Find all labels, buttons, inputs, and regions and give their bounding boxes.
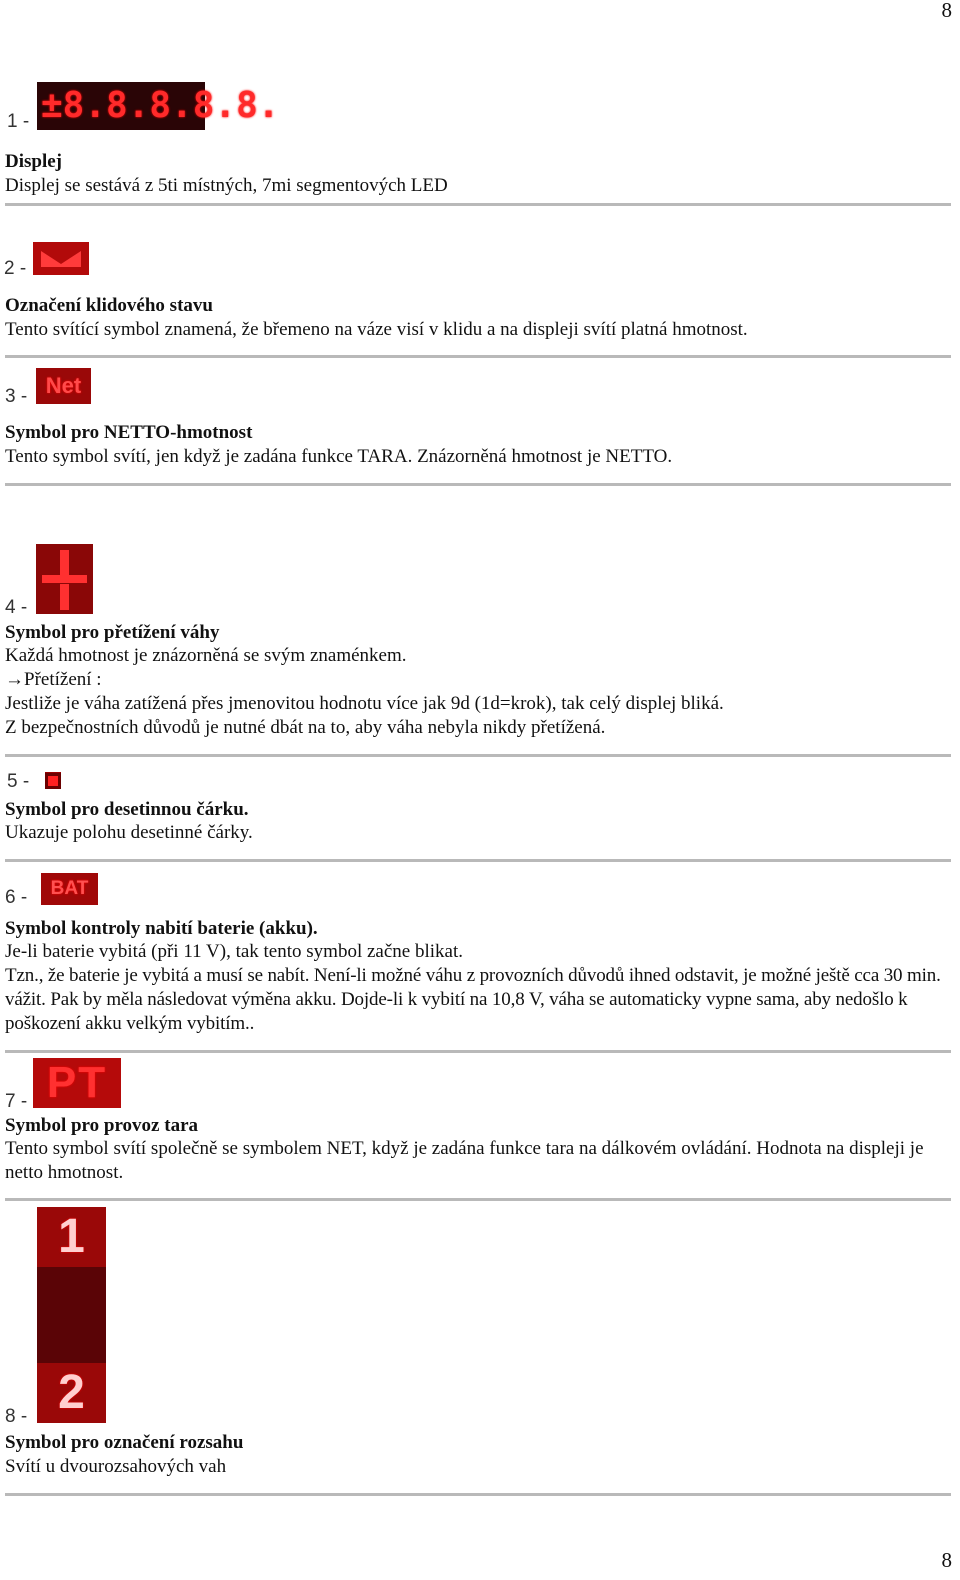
section-text bbox=[5, 1455, 953, 1479]
display-digits: ±8.8.8.8.8. bbox=[41, 85, 280, 126]
stability-indicator-icon bbox=[33, 242, 89, 275]
net-indicator-icon bbox=[36, 368, 91, 404]
section-title: Symbol pro provoz tara bbox=[5, 1115, 198, 1136]
text-line: Svítí u dvourozsahových vah bbox=[5, 1456, 227, 1477]
section-text bbox=[5, 445, 953, 469]
section-text bbox=[5, 1137, 945, 1185]
text-line: Tzn., že baterie je vybitá a musí se nabít. Není-li možné váhu z provozních důvodů ihned odstavit, je možné ještě cca 30 min. vážit. Pak by měla následovat výměna akku. Dojde-li k vybití na 10,8 V, váha se automaticky vypne sama, aby nedošlo k poškození akku velkým vybitím.. bbox=[5, 965, 941, 1034]
section-text bbox=[5, 940, 953, 1036]
divider bbox=[5, 203, 951, 206]
item-number: 5 - bbox=[7, 771, 30, 792]
net-label: Net bbox=[45, 373, 82, 398]
pt-label: PT bbox=[46, 1058, 108, 1107]
divider bbox=[5, 1493, 951, 1496]
battery-indicator-icon bbox=[41, 873, 98, 905]
divider bbox=[5, 1050, 951, 1053]
range-2-label: 2 bbox=[58, 1366, 85, 1419]
range-1-cell bbox=[37, 1207, 106, 1267]
text-line: Tento symbol svítí společně se symbolem NET, když je zadána funkce tara na dálkovém ovládání. Hodnota na displeji je netto hmotnost. bbox=[5, 1138, 924, 1183]
divider bbox=[5, 1198, 951, 1201]
item-number: 6 - bbox=[5, 887, 28, 908]
text-line: Tento svítící symbol znamená, že břemeno na váze visí v klidu a na displeji svítí platná hmotnost. bbox=[5, 319, 748, 340]
text-line: Displej se sestává z 5ti místných, 7mi segmentových LED bbox=[5, 175, 448, 196]
text-line: Každá hmotnost je znázorněná se svým znaménkem. bbox=[5, 645, 407, 666]
range-1-label: 1 bbox=[58, 1210, 85, 1263]
section-title: Označení klidového stavu bbox=[5, 295, 213, 316]
section-title: Symbol pro přetížení váhy bbox=[5, 622, 220, 643]
section-title: Symbol pro označení rozsahu bbox=[5, 1432, 244, 1453]
text-line: Je-li baterie vybitá (při 11 V), tak tento symbol začne blikat. bbox=[5, 941, 463, 962]
plus-minus-sign-icon bbox=[36, 544, 93, 614]
item-number: 2 - bbox=[4, 258, 27, 279]
range-2-cell bbox=[37, 1363, 106, 1423]
page-number-bottom: 8 bbox=[941, 1548, 952, 1572]
page-number-top: 8 bbox=[941, 0, 952, 22]
divider bbox=[5, 754, 951, 757]
text-line: Z bezpečnostních důvodů je nutné dbát na to, aby váha nebyla nikdy přetížená. bbox=[5, 717, 606, 738]
section-text bbox=[5, 318, 953, 342]
pt-indicator-icon bbox=[33, 1058, 121, 1108]
range-indicator-icon bbox=[37, 1207, 106, 1423]
section-text bbox=[5, 174, 953, 198]
section-title: Displej bbox=[5, 151, 62, 172]
item-number: 1 - bbox=[7, 111, 30, 132]
item-number: 8 - bbox=[5, 1406, 28, 1427]
divider bbox=[5, 859, 951, 862]
section-text bbox=[5, 644, 953, 740]
text-line: Tento symbol svítí, jen když je zadána funkce TARA. Znázorněná hmotnost je NETTO. bbox=[5, 446, 673, 467]
bat-label: BAT bbox=[50, 878, 89, 899]
seven-segment-display-icon bbox=[37, 82, 280, 130]
decimal-point-icon bbox=[45, 772, 61, 788]
text-line: Ukazuje polohu desetinné čárky. bbox=[5, 822, 253, 843]
section-title: Symbol pro desetinnou čárku. bbox=[5, 799, 249, 820]
item-number: 4 - bbox=[5, 597, 28, 618]
section-title: Symbol kontroly nabití baterie (akku). bbox=[5, 918, 318, 939]
divider bbox=[5, 483, 951, 486]
divider bbox=[5, 355, 951, 358]
text-line: →Přetížení : bbox=[5, 669, 102, 690]
text-line: Jestliže je váha zatížená přes jmenovitou hodnotu více jak 9d (1d=krok), tak celý displej bliká. bbox=[5, 693, 724, 714]
item-number: 3 - bbox=[5, 386, 28, 407]
section-title: Symbol pro NETTO-hmotnost bbox=[5, 422, 253, 443]
item-number: 7 - bbox=[5, 1091, 28, 1112]
section-text bbox=[5, 821, 953, 845]
